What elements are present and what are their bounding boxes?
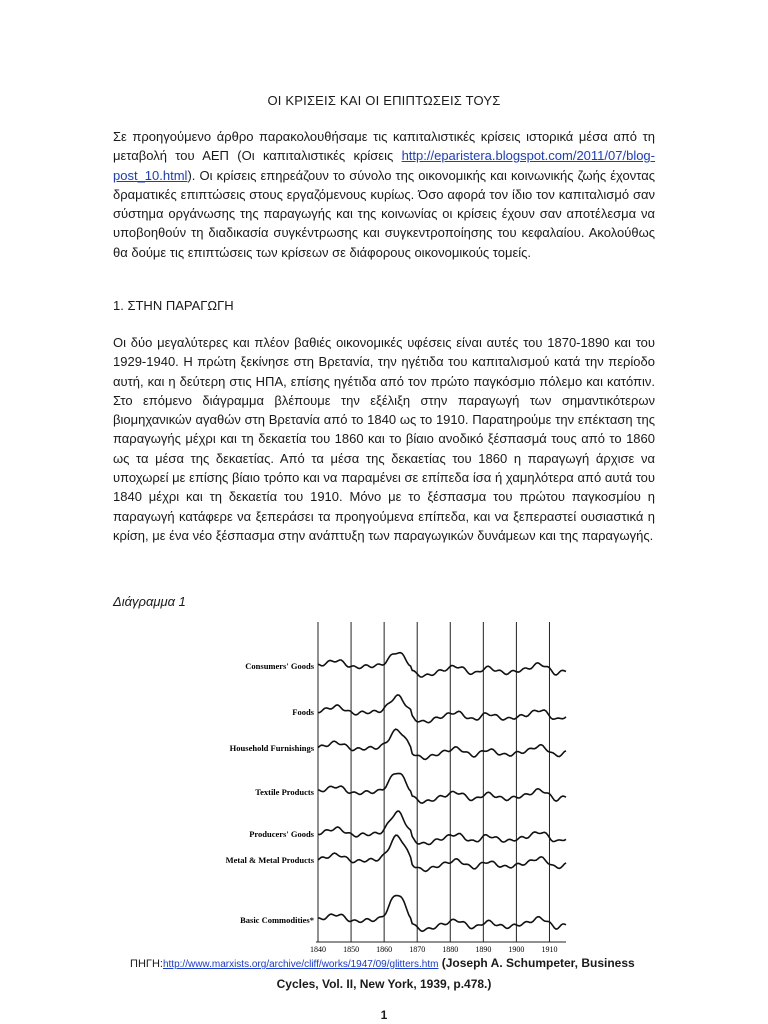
series-line	[318, 773, 566, 803]
section-heading: 1. ΣΤΗΝ ΠΑΡΑΓΩΓΗ	[113, 298, 234, 313]
x-tick-label: 1870	[409, 945, 426, 954]
series-label: Household Furnishings	[229, 743, 314, 753]
series-label: Metal & Metal Products	[225, 855, 314, 865]
series-label: Textile Products	[255, 787, 314, 797]
blog-link[interactable]: http://eparistera.blogspot.com/2011/07/blog-post_10.html	[113, 148, 655, 183]
page-number: 1	[380, 1008, 388, 1022]
production-chart	[225, 620, 576, 955]
intro-text-start: Σε προηγούμενο άρθρο παρακολουθήσαμε τις καπιταλιστικές κρίσεις ιστορικά μέσα από τη μεταβολή του ΑΕΠ (Οι καπιταλιστικές κρίσεις	[113, 129, 655, 164]
diagram-caption: Διάγραμμα 1	[113, 594, 186, 609]
chart-series-labels	[226, 661, 315, 925]
source-prefix: ΠΗΓΗ:	[130, 958, 163, 970]
x-tick-label: 1890	[475, 945, 492, 954]
source-book-line1: (Joseph A. Schumpeter, Business	[438, 956, 635, 970]
series-line	[318, 896, 566, 932]
series-line	[318, 653, 566, 677]
source-book-line2: Cycles, Vol. II, New York, 1939, p.478.)	[276, 977, 492, 991]
page-title: ΟΙ ΚΡΙΣΕΙΣ ΚΑΙ ΟΙ ΕΠΙΠΤΩΣΕΙΣ ΤΟΥΣ	[267, 93, 501, 108]
series-label: Basic Commodities*	[240, 915, 314, 925]
x-tick-label: 1900	[508, 945, 525, 954]
series-line	[318, 695, 566, 723]
x-tick-label: 1910	[541, 945, 558, 954]
chart-x-ticks	[310, 945, 557, 954]
section-paragraph: Οι δύο μεγαλύτερες και πλέον βαθιές οικονομικές υφέσεις είναι αυτές του 1870-1890 και του 1929-1940. Η πρώτη ξεκίνησε στη Βρετανία, την ηγέτιδα του καπιταλισμού κατά την περίοδο αυτή, και η δεύτερη στις ΗΠΑ, επίσης ηγέτιδα από τον πρώτο παγκόσμιο πόλεμο και κατόπιν. Στο επόμενο διάγραμμα βλέπουμε την εξέλιξη στην παραγωγή των σημαντικότερων βιομηχανικών αγαθών στη Βρετανία από το 1840 ως το 1910. Παρατηρούμε την επέκταση της παραγωγής μέχρι και τη δεκαετία του 1860 και το βίαιο ανοδικό ξέσπασμά τους από το 1860 ως τα μέσα της δεκαετίας. Από τα μέσα της δεκαετίας του 1860 η παραγωγή άρχισε να υποχωρεί με επίσης βίαιο τρόπο και να παραμένει σε επίπεδα ίσα ή χαμηλότερα από αυτά του 1840 μέχρι και τη δεκαετία του 1910. Μόνο με το ξέσπασμα του πρώτου παγκοσμίου η παραγωγή κατάφερε να ξεπεράσει τα προηγούμενα επίπεδα, και να ξεπεραστεί ουσιαστικά η κρίση, με ένα νέο ξέσπασμα στην ανάπτυξη των παραγωγικών δυνάμεων και της παραγωγής.	[113, 335, 655, 543]
source-note	[130, 956, 670, 970]
series-label: Foods	[292, 707, 314, 717]
x-tick-label: 1840	[310, 945, 326, 954]
series-label: Producers' Goods	[249, 829, 314, 839]
series-line	[318, 811, 566, 844]
series-label: Consumers' Goods	[245, 661, 314, 671]
chart-lines	[318, 653, 566, 932]
intro-text-end: ). Οι κρίσεις επηρεάζουν το σύνολο της οικονομικής και κοινωνικής ζωής έχοντας δραματικές επιπτώσεις στους εργαζόμενους κυρίως. Όσο αφορά τον ίδιο τον καπιταλισμό σαν σύστημα οργάνωσης της παραγωγής και της κοινωνίας οι κρίσεις έχουν σαν αποτέλεσμα να υποβοηθούν τη διαδικασία συγκέντρωσης και συγκεντροποίησης του κεφαλαίου. Ακολούθως θα δούμε τις επιπτώσεις των κρίσεων σε διάφορους οικονομικούς τομείς.	[113, 167, 655, 260]
series-line	[318, 729, 566, 759]
source-link[interactable]: http://www.marxists.org/archive/cliff/works/1947/09/glitters.htm	[162, 959, 439, 970]
x-tick-label: 1880	[442, 945, 459, 954]
intro-paragraph	[113, 127, 655, 262]
x-tick-label: 1860	[376, 945, 393, 954]
x-tick-label: 1850	[343, 945, 360, 954]
